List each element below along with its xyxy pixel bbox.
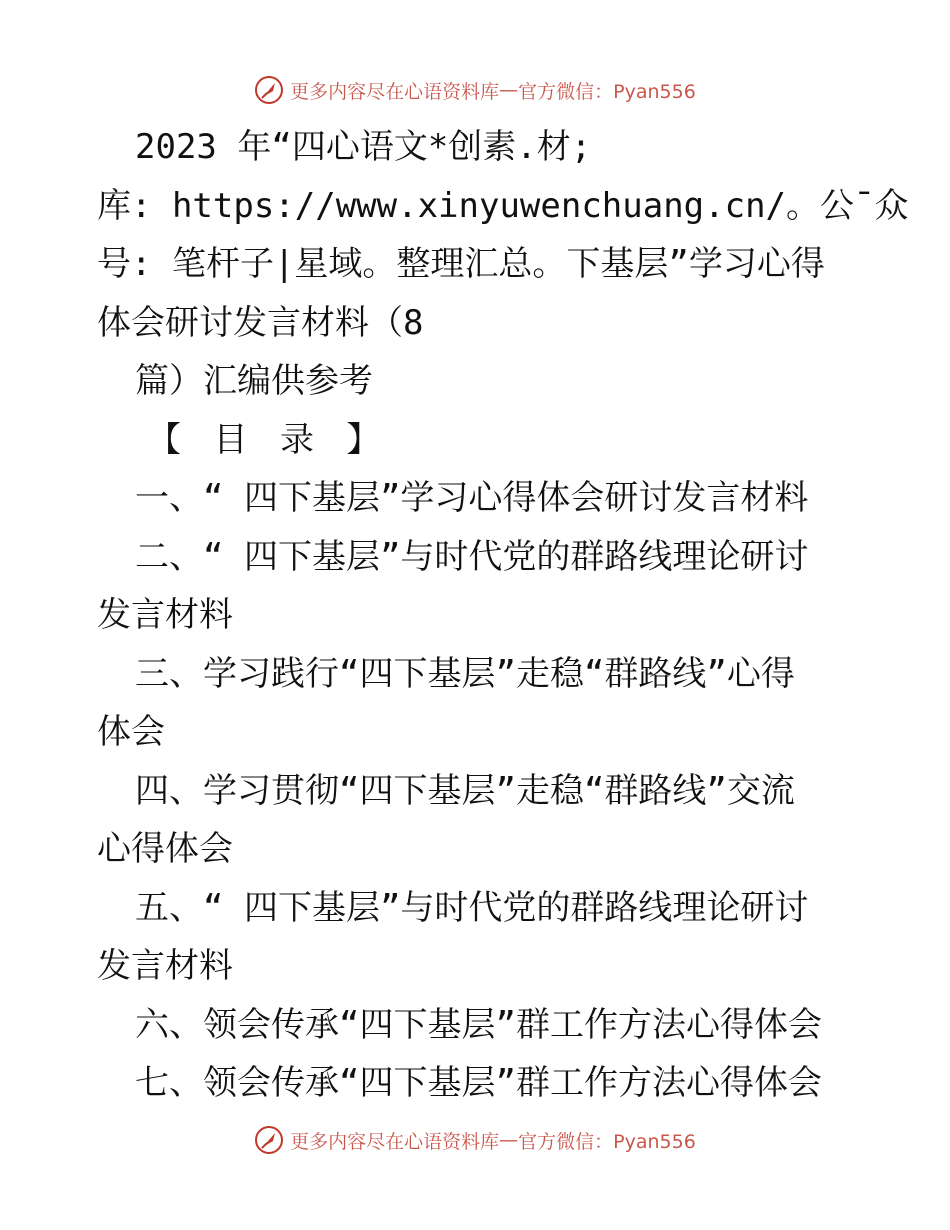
feather-pen-logo-icon — [254, 1125, 284, 1155]
toc-item: 七、领会传承“四下基层”群工作方法心得体会 — [135, 1063, 822, 1103]
toc-item: 四、学习贯彻“四下基层”走稳“群路线”交流 — [135, 770, 795, 811]
watermark-contact: 官方微信：Pyan556 — [518, 1130, 696, 1153]
title-line: 号: 笔杆子|星域。整理汇总。下基层”学习心得 — [97, 244, 825, 284]
toc-item-continuation: 发言材料 — [97, 595, 233, 635]
toc-item: 一、“ 四下基层”学习心得体会研讨发言材料 — [135, 478, 809, 518]
toc-item-continuation: 发言材料 — [97, 946, 233, 986]
feather-pen-logo-icon — [254, 75, 284, 105]
title-line: 2023 年“四心语文*创素.材; — [135, 127, 592, 167]
toc-item: 六、领会传承“四下基层”群工作方法心得体会 — [135, 1004, 822, 1045]
toc-item: 二、“ 四下基层”与时代党的群路线理论研讨 — [135, 536, 809, 577]
toc-item-continuation: 心得体会 — [97, 829, 233, 869]
watermark-header — [0, 70, 950, 110]
watermark-separator: — — [499, 79, 519, 101]
watermark-separator: — — [499, 1129, 519, 1151]
title-line: 库: https://www.xinyuwenchuang.cn/。公¯众 — [97, 185, 909, 226]
watermark-label: 更多内容尽在心语资料库 — [290, 80, 500, 103]
toc-heading: 【 目 录 】 — [147, 419, 387, 460]
watermark-footer — [0, 1120, 950, 1160]
toc-item-continuation: 体会 — [97, 712, 165, 752]
watermark-contact: 官方微信：Pyan556 — [518, 80, 696, 103]
document-body — [97, 118, 909, 1113]
title-line: 体会研讨发言材料（8 — [97, 302, 424, 343]
toc-item: 三、学习践行“四下基层”走稳“群路线”心得 — [135, 653, 795, 694]
title-line: 篇）汇编供参考 — [135, 361, 373, 401]
toc-item: 五、“ 四下基层”与时代党的群路线理论研讨 — [135, 887, 809, 928]
watermark-label: 更多内容尽在心语资料库 — [290, 1130, 500, 1153]
